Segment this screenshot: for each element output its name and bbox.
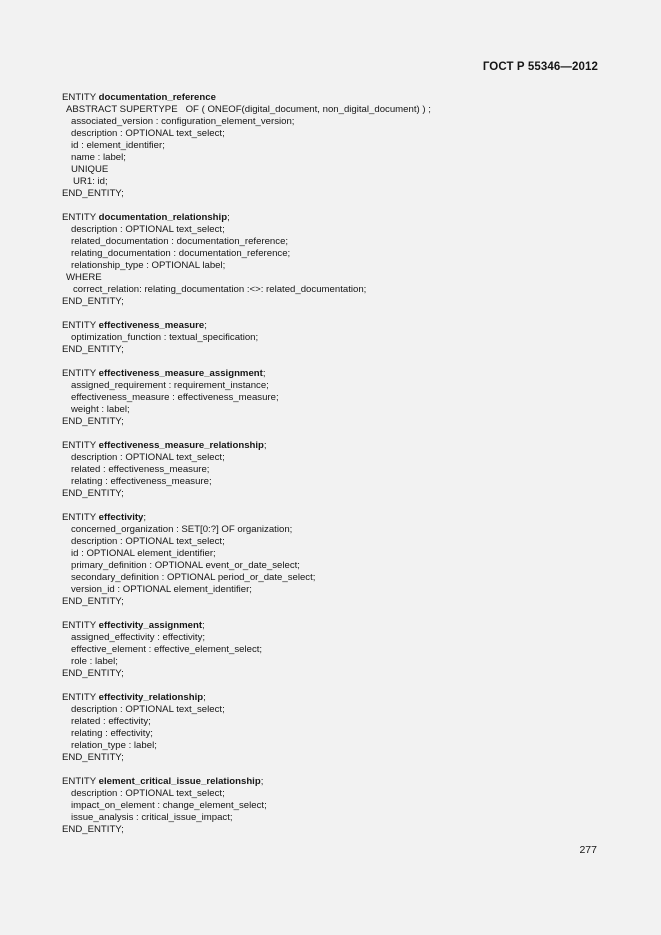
- entity-name-suffix: ;: [202, 620, 205, 631]
- entity-block: [62, 620, 622, 680]
- entity-attribute-line: effectiveness_measure : effectiveness_measure;: [71, 392, 279, 403]
- entity-attribute-line: assigned_requirement : requirement_instance;: [71, 380, 269, 391]
- page-number: 277: [579, 844, 597, 856]
- entity-header-line: [62, 776, 622, 788]
- entity-attribute-line: END_ENTITY;: [62, 488, 124, 499]
- entity-keyword: ENTITY: [62, 776, 99, 787]
- entity-attribute-line: impact_on_element : change_element_select;: [71, 800, 267, 811]
- document-header-standard: ГОСТ Р 55346—2012: [482, 61, 598, 73]
- entity-name-suffix: ;: [143, 512, 147, 523]
- entity-attribute-line: weight : label;: [71, 404, 130, 415]
- entity-attribute-line: secondary_definition : OPTIONAL period_or_date_select;: [71, 572, 316, 583]
- entity-attribute-line: related : effectivity;: [71, 716, 151, 727]
- entity-attribute-line: relating : effectiveness_measure;: [71, 476, 212, 487]
- entity-attribute-line: END_ENTITY;: [62, 296, 124, 307]
- entity-attribute-line: related : effectiveness_measure;: [71, 464, 210, 475]
- entity-name: effectivity_assignment: [98, 620, 203, 631]
- entity-block: [62, 512, 622, 608]
- entity-block: [62, 692, 622, 764]
- entity-block: [62, 440, 622, 500]
- entity-attribute-line: END_ENTITY;: [62, 188, 124, 199]
- entity-header-line: [62, 512, 622, 524]
- entity-keyword: ENTITY: [62, 620, 99, 631]
- entity-attribute-line: id : element_identifier;: [71, 140, 165, 151]
- entity-block: [62, 92, 622, 200]
- entity-attribute-line: UR1: id;: [73, 176, 108, 187]
- entity-name-suffix: ;: [260, 776, 264, 787]
- entity-attribute-line: UNIQUE: [71, 164, 109, 175]
- entity-header-line: [62, 440, 622, 452]
- entity-name: effectivity_relationship: [98, 692, 204, 703]
- entity-keyword: ENTITY: [62, 512, 99, 523]
- entity-attribute-line: optimization_function : textual_specification;: [71, 332, 259, 343]
- entity-attribute-line: END_ENTITY;: [62, 344, 124, 355]
- entity-attribute-line: role : label;: [71, 656, 118, 667]
- entity-name: effectivity: [98, 512, 144, 523]
- entity-name-suffix: ;: [263, 440, 267, 451]
- entity-attribute-line: version_id : OPTIONAL element_identifier;: [71, 584, 252, 595]
- entity-header-line: [62, 692, 622, 704]
- entity-header-line: [62, 92, 622, 104]
- entity-attribute-line: description : OPTIONAL text_select;: [71, 704, 225, 715]
- entity-attribute-line: END_ENTITY;: [62, 752, 124, 763]
- entity-definitions: [62, 92, 622, 848]
- entity-attribute-line: description : OPTIONAL text_select;: [71, 224, 225, 235]
- entity-name-suffix: ;: [227, 212, 230, 223]
- entity-block: [62, 776, 622, 836]
- entity-attribute-line: concerned_organization : SET[0:?] OF organization;: [71, 524, 293, 535]
- entity-name: element_critical_issue_relationship: [98, 776, 261, 787]
- entity-keyword: ENTITY: [62, 440, 99, 451]
- entity-attribute-line: END_ENTITY;: [62, 824, 124, 835]
- entity-block: [62, 368, 622, 428]
- entity-keyword: ENTITY: [62, 212, 99, 223]
- entity-attribute-line: effective_element : effective_element_select;: [71, 644, 263, 655]
- entity-attribute-line: END_ENTITY;: [62, 668, 124, 679]
- entity-attribute-line: assigned_effectivity : effectivity;: [71, 632, 206, 643]
- entity-name: documentation_reference: [98, 92, 216, 103]
- entity-name: documentation_relationship: [98, 212, 228, 223]
- entity-attribute-line: name : label;: [71, 152, 126, 163]
- entity-header-line: [62, 212, 622, 224]
- entity-attribute-line: primary_definition : OPTIONAL event_or_date_select;: [71, 560, 300, 571]
- entity-attribute-line: ABSTRACT SUPERTYPE OF ( ONEOF(digital_document, non_digital_document) ) ;: [66, 104, 431, 115]
- entity-attribute-line: relating : effectivity;: [71, 728, 153, 739]
- entity-attribute-line: relation_type : label;: [71, 740, 157, 751]
- entity-name-suffix: ;: [204, 320, 207, 331]
- entity-attribute-line: correct_relation: relating_documentation :<>: related_documentation;: [73, 284, 367, 295]
- entity-attribute-line: description : OPTIONAL text_select;: [71, 788, 225, 799]
- entity-header-line: [62, 368, 622, 380]
- entity-attribute-line: id : OPTIONAL element_identifier;: [71, 548, 216, 559]
- entity-header-line: [62, 620, 622, 632]
- entity-block: [62, 212, 622, 308]
- entity-attribute-line: description : OPTIONAL text_select;: [71, 128, 225, 139]
- entity-attribute-line: relationship_type : OPTIONAL label;: [71, 260, 226, 271]
- entity-keyword: ENTITY: [62, 92, 99, 103]
- entity-name-suffix: ;: [203, 692, 206, 703]
- entity-attribute-line: related_documentation : documentation_reference;: [71, 236, 289, 247]
- entity-attribute-line: END_ENTITY;: [62, 416, 124, 427]
- entity-block: [62, 320, 622, 356]
- entity-name: effectiveness_measure: [98, 320, 205, 331]
- entity-attribute-line: description : OPTIONAL text_select;: [71, 536, 225, 547]
- entity-name: effectiveness_measure_relationship: [98, 440, 264, 451]
- entity-attribute-line: issue_analysis : critical_issue_impact;: [71, 812, 233, 823]
- entity-keyword: ENTITY: [62, 320, 99, 331]
- entity-keyword: ENTITY: [62, 692, 99, 703]
- entity-attribute-line: relating_documentation : documentation_reference;: [71, 248, 291, 259]
- entity-attribute-line: associated_version : configuration_element_version;: [71, 116, 295, 127]
- entity-attribute-line: WHERE: [66, 272, 102, 283]
- entity-header-line: [62, 320, 622, 332]
- entity-keyword: ENTITY: [62, 368, 99, 379]
- entity-attribute-line: description : OPTIONAL text_select;: [71, 452, 225, 463]
- entity-name-suffix: ;: [262, 368, 266, 379]
- entity-name: effectiveness_measure_assignment: [98, 368, 263, 379]
- entity-attribute-line: END_ENTITY;: [62, 596, 124, 607]
